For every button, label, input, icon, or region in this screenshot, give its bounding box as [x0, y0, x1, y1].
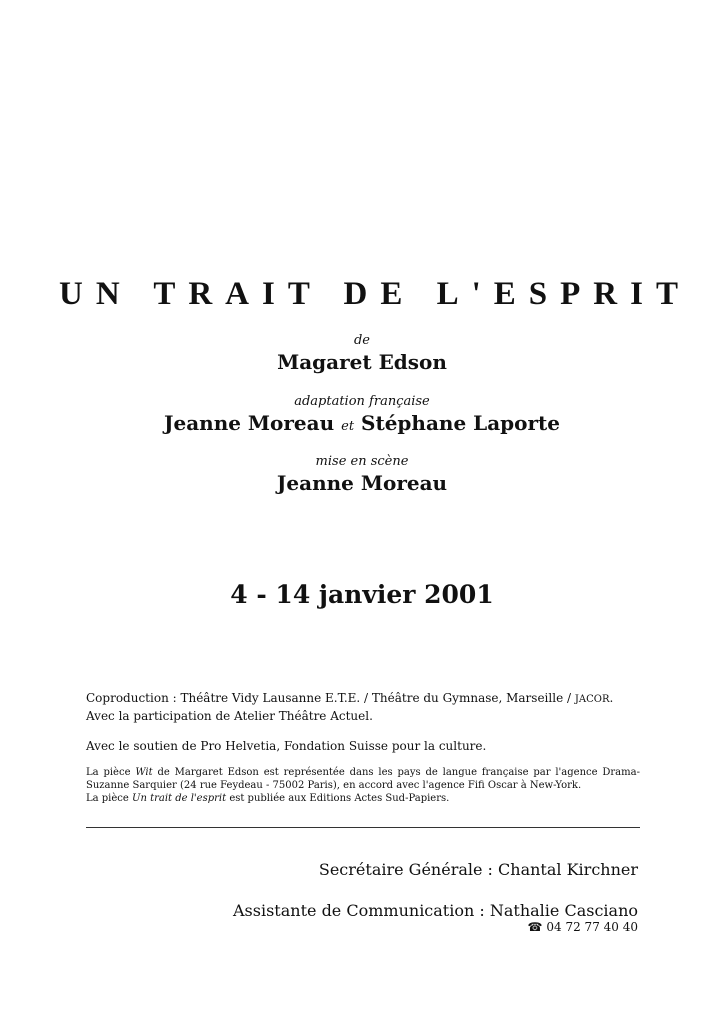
coproduction-end: JACOR: [574, 694, 610, 705]
divider: [86, 827, 640, 828]
director-name: Jeanne Moreau: [276, 471, 448, 495]
support-line: Avec le soutien de Pro Helvetia, Fondation Suisse pour la culture.: [86, 739, 487, 753]
contacts-block: [233, 860, 638, 934]
staging-label: mise en scène: [315, 454, 409, 469]
phone-line: [233, 920, 638, 934]
credits-block: [86, 690, 640, 805]
telephone-icon: ☎: [527, 920, 543, 934]
phone-number: 04 72 77 40 40: [546, 920, 638, 934]
adapter-second: Stéphane Laporte: [361, 411, 560, 435]
adapter-first: Jeanne Moreau: [164, 411, 335, 435]
coproduction-line: Coproduction : Théâtre Vidy Lausanne E.T.E. / Théâtre du Gymnase, Marseille / JACOR.: [86, 691, 614, 705]
play-title-fr: Un trait de l'esprit: [132, 793, 227, 804]
adapters: [0, 411, 724, 435]
page-title: UN TRAIT DE L'ESPRIT: [59, 276, 691, 312]
participation-line: Avec la participation de Atelier Théâtre Actuel.: [86, 709, 373, 723]
author-name: Magaret Edson: [277, 350, 447, 374]
performance-dates: 4 - 14 janvier 2001: [230, 580, 494, 609]
adapter-conjunction: et: [341, 419, 355, 434]
by-label: de: [353, 333, 370, 348]
legal-notice: La pièce Wit de Margaret Edson est représentée dans les pays de langue française par l'agence Drama-Suzanne Sarquier (24 rue Feydeau - 75002 Paris), en accord avec l'agence Fifi Oscar à New-York. La pièce Un trait de l'esprit est publiée aux Editions Actes Sud-Papiers.: [86, 767, 640, 804]
assistant-line: Assistante de Communication : Nathalie Casciano: [233, 901, 638, 920]
secretary-line: Secrétaire Générale : Chantal Kirchner: [318, 860, 638, 879]
play-title-wit: Wit: [135, 767, 153, 778]
adaptation-label: adaptation française: [294, 394, 430, 409]
